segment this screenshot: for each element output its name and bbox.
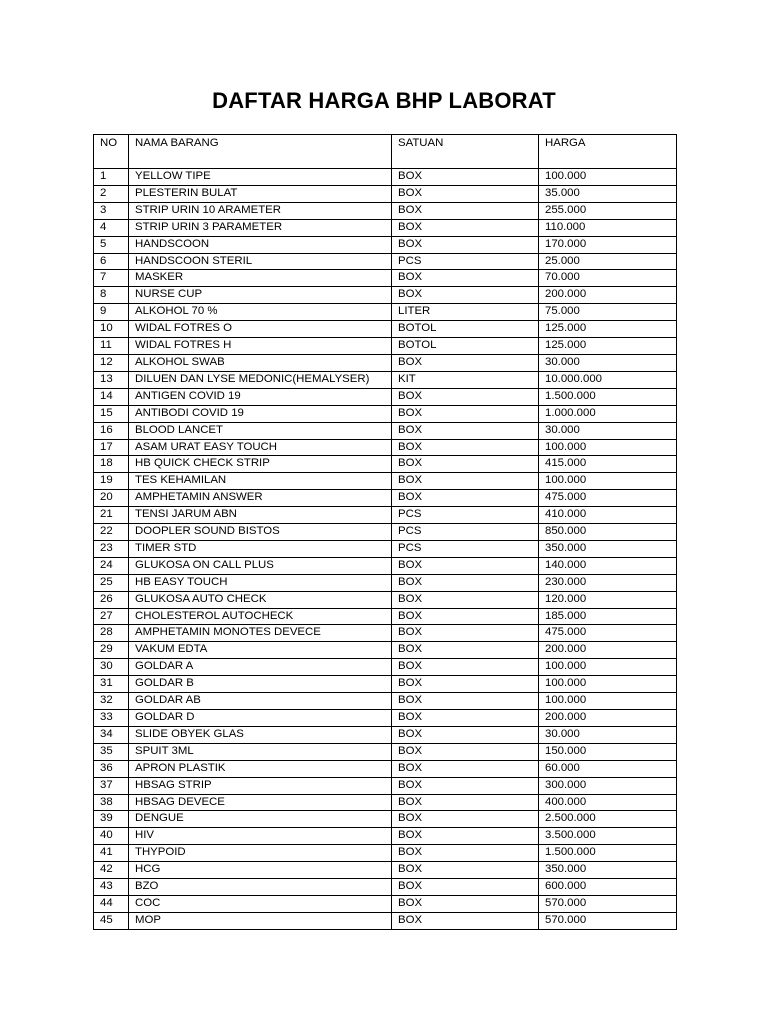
- cell-item-name: PLESTERIN BULAT: [129, 185, 392, 202]
- cell-no: 2: [94, 185, 129, 202]
- table-row: [94, 726, 677, 743]
- cell-no: 20: [94, 490, 129, 507]
- table-row: [94, 760, 677, 777]
- cell-unit: BOTOL: [392, 321, 539, 338]
- cell-unit: BOX: [392, 354, 539, 371]
- cell-item-name: GOLDAR AB: [129, 693, 392, 710]
- cell-unit: BOX: [392, 828, 539, 845]
- cell-price: 300.000: [539, 777, 677, 794]
- cell-price: 10.000.000: [539, 371, 677, 388]
- cell-price: 100.000: [539, 169, 677, 186]
- table-row: [94, 862, 677, 879]
- page-title: DAFTAR HARGA BHP LABORAT: [212, 88, 556, 113]
- header-unit: SATUAN: [392, 135, 539, 169]
- cell-item-name: HB QUICK CHECK STRIP: [129, 456, 392, 473]
- table-row: [94, 743, 677, 760]
- cell-no: 27: [94, 608, 129, 625]
- cell-price: 100.000: [539, 439, 677, 456]
- cell-item-name: HANDSCOON: [129, 236, 392, 253]
- cell-item-name: HB EASY TOUCH: [129, 574, 392, 591]
- table-row: [94, 287, 677, 304]
- cell-no: 7: [94, 270, 129, 287]
- cell-unit: PCS: [392, 540, 539, 557]
- table-row: [94, 879, 677, 896]
- cell-no: 24: [94, 557, 129, 574]
- cell-item-name: THYPOID: [129, 845, 392, 862]
- cell-price: 125.000: [539, 321, 677, 338]
- cell-unit: LITER: [392, 304, 539, 321]
- cell-unit: BOX: [392, 473, 539, 490]
- cell-no: 38: [94, 794, 129, 811]
- cell-price: 120.000: [539, 591, 677, 608]
- cell-no: 23: [94, 540, 129, 557]
- cell-price: 100.000: [539, 473, 677, 490]
- cell-item-name: GLUKOSA AUTO CHECK: [129, 591, 392, 608]
- cell-item-name: VAKUM EDTA: [129, 642, 392, 659]
- table-row: [94, 473, 677, 490]
- cell-price: 60.000: [539, 760, 677, 777]
- cell-price: 200.000: [539, 710, 677, 727]
- table-row: [94, 591, 677, 608]
- cell-price: 475.000: [539, 625, 677, 642]
- cell-unit: BOX: [392, 862, 539, 879]
- table-row: [94, 828, 677, 845]
- cell-unit: BOX: [392, 743, 539, 760]
- table-row: [94, 507, 677, 524]
- cell-unit: PCS: [392, 507, 539, 524]
- cell-no: 31: [94, 676, 129, 693]
- cell-item-name: ANTIGEN COVID 19: [129, 388, 392, 405]
- cell-item-name: ALKOHOL 70 %: [129, 304, 392, 321]
- cell-no: 35: [94, 743, 129, 760]
- cell-unit: BOX: [392, 591, 539, 608]
- cell-price: 200.000: [539, 642, 677, 659]
- cell-no: 44: [94, 895, 129, 912]
- table-row: [94, 185, 677, 202]
- cell-unit: BOX: [392, 845, 539, 862]
- cell-price: 110.000: [539, 219, 677, 236]
- cell-unit: BOX: [392, 895, 539, 912]
- cell-item-name: DENGUE: [129, 811, 392, 828]
- cell-unit: BOX: [392, 912, 539, 929]
- table-row: [94, 422, 677, 439]
- cell-price: 75.000: [539, 304, 677, 321]
- table-row: [94, 456, 677, 473]
- table-header-row: [94, 135, 677, 169]
- table-row: [94, 777, 677, 794]
- cell-item-name: COC: [129, 895, 392, 912]
- cell-unit: BOX: [392, 287, 539, 304]
- cell-item-name: HCG: [129, 862, 392, 879]
- cell-no: 17: [94, 439, 129, 456]
- cell-item-name: BZO: [129, 879, 392, 896]
- table-row: [94, 912, 677, 929]
- cell-item-name: AMPHETAMIN ANSWER: [129, 490, 392, 507]
- cell-no: 32: [94, 693, 129, 710]
- cell-price: 475.000: [539, 490, 677, 507]
- cell-unit: BOX: [392, 557, 539, 574]
- cell-no: 12: [94, 354, 129, 371]
- cell-unit: BOX: [392, 608, 539, 625]
- cell-item-name: TENSI JARUM ABN: [129, 507, 392, 524]
- table-row: [94, 253, 677, 270]
- cell-unit: BOX: [392, 169, 539, 186]
- cell-no: 21: [94, 507, 129, 524]
- cell-price: 350.000: [539, 862, 677, 879]
- cell-no: 25: [94, 574, 129, 591]
- cell-item-name: SPUIT 3ML: [129, 743, 392, 760]
- table-row: [94, 338, 677, 355]
- table-row: [94, 794, 677, 811]
- cell-price: 255.000: [539, 202, 677, 219]
- cell-no: 14: [94, 388, 129, 405]
- cell-price: 570.000: [539, 912, 677, 929]
- table-row: [94, 811, 677, 828]
- cell-price: 100.000: [539, 676, 677, 693]
- cell-price: 30.000: [539, 354, 677, 371]
- table-row: [94, 540, 677, 557]
- cell-price: 185.000: [539, 608, 677, 625]
- cell-no: 22: [94, 524, 129, 541]
- cell-price: 200.000: [539, 287, 677, 304]
- cell-unit: BOX: [392, 625, 539, 642]
- table-row: [94, 524, 677, 541]
- cell-unit: BOX: [392, 659, 539, 676]
- cell-no: 34: [94, 726, 129, 743]
- table-row: [94, 676, 677, 693]
- table-row: [94, 321, 677, 338]
- cell-no: 45: [94, 912, 129, 929]
- cell-unit: BOX: [392, 219, 539, 236]
- cell-no: 6: [94, 253, 129, 270]
- cell-no: 8: [94, 287, 129, 304]
- cell-price: 140.000: [539, 557, 677, 574]
- cell-unit: BOX: [392, 574, 539, 591]
- cell-unit: BOX: [392, 236, 539, 253]
- cell-no: 9: [94, 304, 129, 321]
- cell-item-name: HANDSCOON STERIL: [129, 253, 392, 270]
- cell-item-name: HBSAG STRIP: [129, 777, 392, 794]
- cell-item-name: DILUEN DAN LYSE MEDONIC(HEMALYSER): [129, 371, 392, 388]
- cell-no: 40: [94, 828, 129, 845]
- table-row: [94, 354, 677, 371]
- cell-item-name: WIDAL FOTRES H: [129, 338, 392, 355]
- cell-item-name: TES KEHAMILAN: [129, 473, 392, 490]
- cell-no: 30: [94, 659, 129, 676]
- table-row: [94, 490, 677, 507]
- table-row: [94, 371, 677, 388]
- cell-item-name: NURSE CUP: [129, 287, 392, 304]
- table-row: [94, 574, 677, 591]
- cell-unit: KIT: [392, 371, 539, 388]
- cell-price: 3.500.000: [539, 828, 677, 845]
- cell-unit: BOX: [392, 422, 539, 439]
- cell-item-name: DOOPLER SOUND BISTOS: [129, 524, 392, 541]
- table-row: [94, 659, 677, 676]
- cell-item-name: MASKER: [129, 270, 392, 287]
- cell-no: 36: [94, 760, 129, 777]
- cell-price: 850.000: [539, 524, 677, 541]
- table-row: [94, 608, 677, 625]
- cell-no: 4: [94, 219, 129, 236]
- cell-price: 100.000: [539, 693, 677, 710]
- cell-item-name: AMPHETAMIN MONOTES DEVECE: [129, 625, 392, 642]
- cell-price: 1.000.000: [539, 405, 677, 422]
- cell-item-name: SLIDE OBYEK GLAS: [129, 726, 392, 743]
- cell-price: 170.000: [539, 236, 677, 253]
- cell-item-name: MOP: [129, 912, 392, 929]
- cell-item-name: TIMER STD: [129, 540, 392, 557]
- cell-no: 28: [94, 625, 129, 642]
- cell-item-name: ASAM URAT EASY TOUCH: [129, 439, 392, 456]
- table-row: [94, 304, 677, 321]
- cell-unit: PCS: [392, 524, 539, 541]
- cell-price: 100.000: [539, 659, 677, 676]
- cell-no: 10: [94, 321, 129, 338]
- header-item-name: NAMA BARANG: [129, 135, 392, 169]
- cell-price: 35.000: [539, 185, 677, 202]
- cell-no: 33: [94, 710, 129, 727]
- table-row: [94, 236, 677, 253]
- cell-price: 410.000: [539, 507, 677, 524]
- cell-price: 415.000: [539, 456, 677, 473]
- cell-unit: BOX: [392, 760, 539, 777]
- cell-unit: BOX: [392, 726, 539, 743]
- cell-unit: BOX: [392, 693, 539, 710]
- cell-item-name: STRIP URIN 10 ARAMETER: [129, 202, 392, 219]
- table-row: [94, 219, 677, 236]
- header-no: NO: [94, 135, 129, 169]
- table-row: [94, 270, 677, 287]
- table-body: [94, 169, 677, 930]
- cell-no: 29: [94, 642, 129, 659]
- table-row: [94, 710, 677, 727]
- cell-price: 1.500.000: [539, 845, 677, 862]
- cell-no: 16: [94, 422, 129, 439]
- cell-unit: BOX: [392, 777, 539, 794]
- table-row: [94, 895, 677, 912]
- cell-price: 150.000: [539, 743, 677, 760]
- cell-item-name: GOLDAR A: [129, 659, 392, 676]
- cell-price: 570.000: [539, 895, 677, 912]
- cell-price: 25.000: [539, 253, 677, 270]
- table-row: [94, 693, 677, 710]
- cell-unit: BOX: [392, 676, 539, 693]
- cell-item-name: ALKOHOL SWAB: [129, 354, 392, 371]
- cell-no: 18: [94, 456, 129, 473]
- cell-price: 1.500.000: [539, 388, 677, 405]
- cell-item-name: CHOLESTEROL AUTOCHECK: [129, 608, 392, 625]
- cell-unit: BOX: [392, 879, 539, 896]
- cell-no: 41: [94, 845, 129, 862]
- table-row: [94, 642, 677, 659]
- cell-unit: BOX: [392, 405, 539, 422]
- cell-item-name: HIV: [129, 828, 392, 845]
- cell-no: 13: [94, 371, 129, 388]
- cell-item-name: APRON PLASTIK: [129, 760, 392, 777]
- cell-item-name: GLUKOSA ON CALL PLUS: [129, 557, 392, 574]
- cell-item-name: BLOOD LANCET: [129, 422, 392, 439]
- table-row: [94, 388, 677, 405]
- cell-unit: BOX: [392, 794, 539, 811]
- cell-item-name: WIDAL FOTRES O: [129, 321, 392, 338]
- cell-price: 2.500.000: [539, 811, 677, 828]
- cell-unit: BOX: [392, 642, 539, 659]
- cell-no: 43: [94, 879, 129, 896]
- cell-no: 15: [94, 405, 129, 422]
- cell-item-name: ANTIBODI COVID 19: [129, 405, 392, 422]
- cell-no: 37: [94, 777, 129, 794]
- cell-no: 42: [94, 862, 129, 879]
- table-row: [94, 845, 677, 862]
- cell-no: 19: [94, 473, 129, 490]
- cell-unit: BOX: [392, 270, 539, 287]
- cell-no: 3: [94, 202, 129, 219]
- cell-price: 125.000: [539, 338, 677, 355]
- cell-item-name: HBSAG DEVECE: [129, 794, 392, 811]
- cell-unit: BOX: [392, 456, 539, 473]
- cell-unit: BOX: [392, 439, 539, 456]
- cell-item-name: GOLDAR D: [129, 710, 392, 727]
- cell-item-name: YELLOW TIPE: [129, 169, 392, 186]
- cell-unit: BOX: [392, 202, 539, 219]
- cell-unit: BOTOL: [392, 338, 539, 355]
- price-table: [93, 134, 677, 930]
- cell-no: 5: [94, 236, 129, 253]
- table-row: [94, 202, 677, 219]
- cell-unit: BOX: [392, 388, 539, 405]
- cell-no: 39: [94, 811, 129, 828]
- cell-price: 400.000: [539, 794, 677, 811]
- cell-price: 70.000: [539, 270, 677, 287]
- table-row: [94, 405, 677, 422]
- cell-no: 11: [94, 338, 129, 355]
- table-row: [94, 439, 677, 456]
- cell-price: 600.000: [539, 879, 677, 896]
- cell-unit: BOX: [392, 490, 539, 507]
- cell-item-name: STRIP URIN 3 PARAMETER: [129, 219, 392, 236]
- cell-price: 30.000: [539, 422, 677, 439]
- cell-no: 1: [94, 169, 129, 186]
- table-row: [94, 625, 677, 642]
- cell-unit: BOX: [392, 811, 539, 828]
- cell-unit: PCS: [392, 253, 539, 270]
- cell-item-name: GOLDAR B: [129, 676, 392, 693]
- table-row: [94, 557, 677, 574]
- table-row: [94, 169, 677, 186]
- cell-price: 30.000: [539, 726, 677, 743]
- cell-unit: BOX: [392, 710, 539, 727]
- cell-price: 230.000: [539, 574, 677, 591]
- cell-no: 26: [94, 591, 129, 608]
- header-price: HARGA: [539, 135, 677, 169]
- cell-unit: BOX: [392, 185, 539, 202]
- cell-price: 350.000: [539, 540, 677, 557]
